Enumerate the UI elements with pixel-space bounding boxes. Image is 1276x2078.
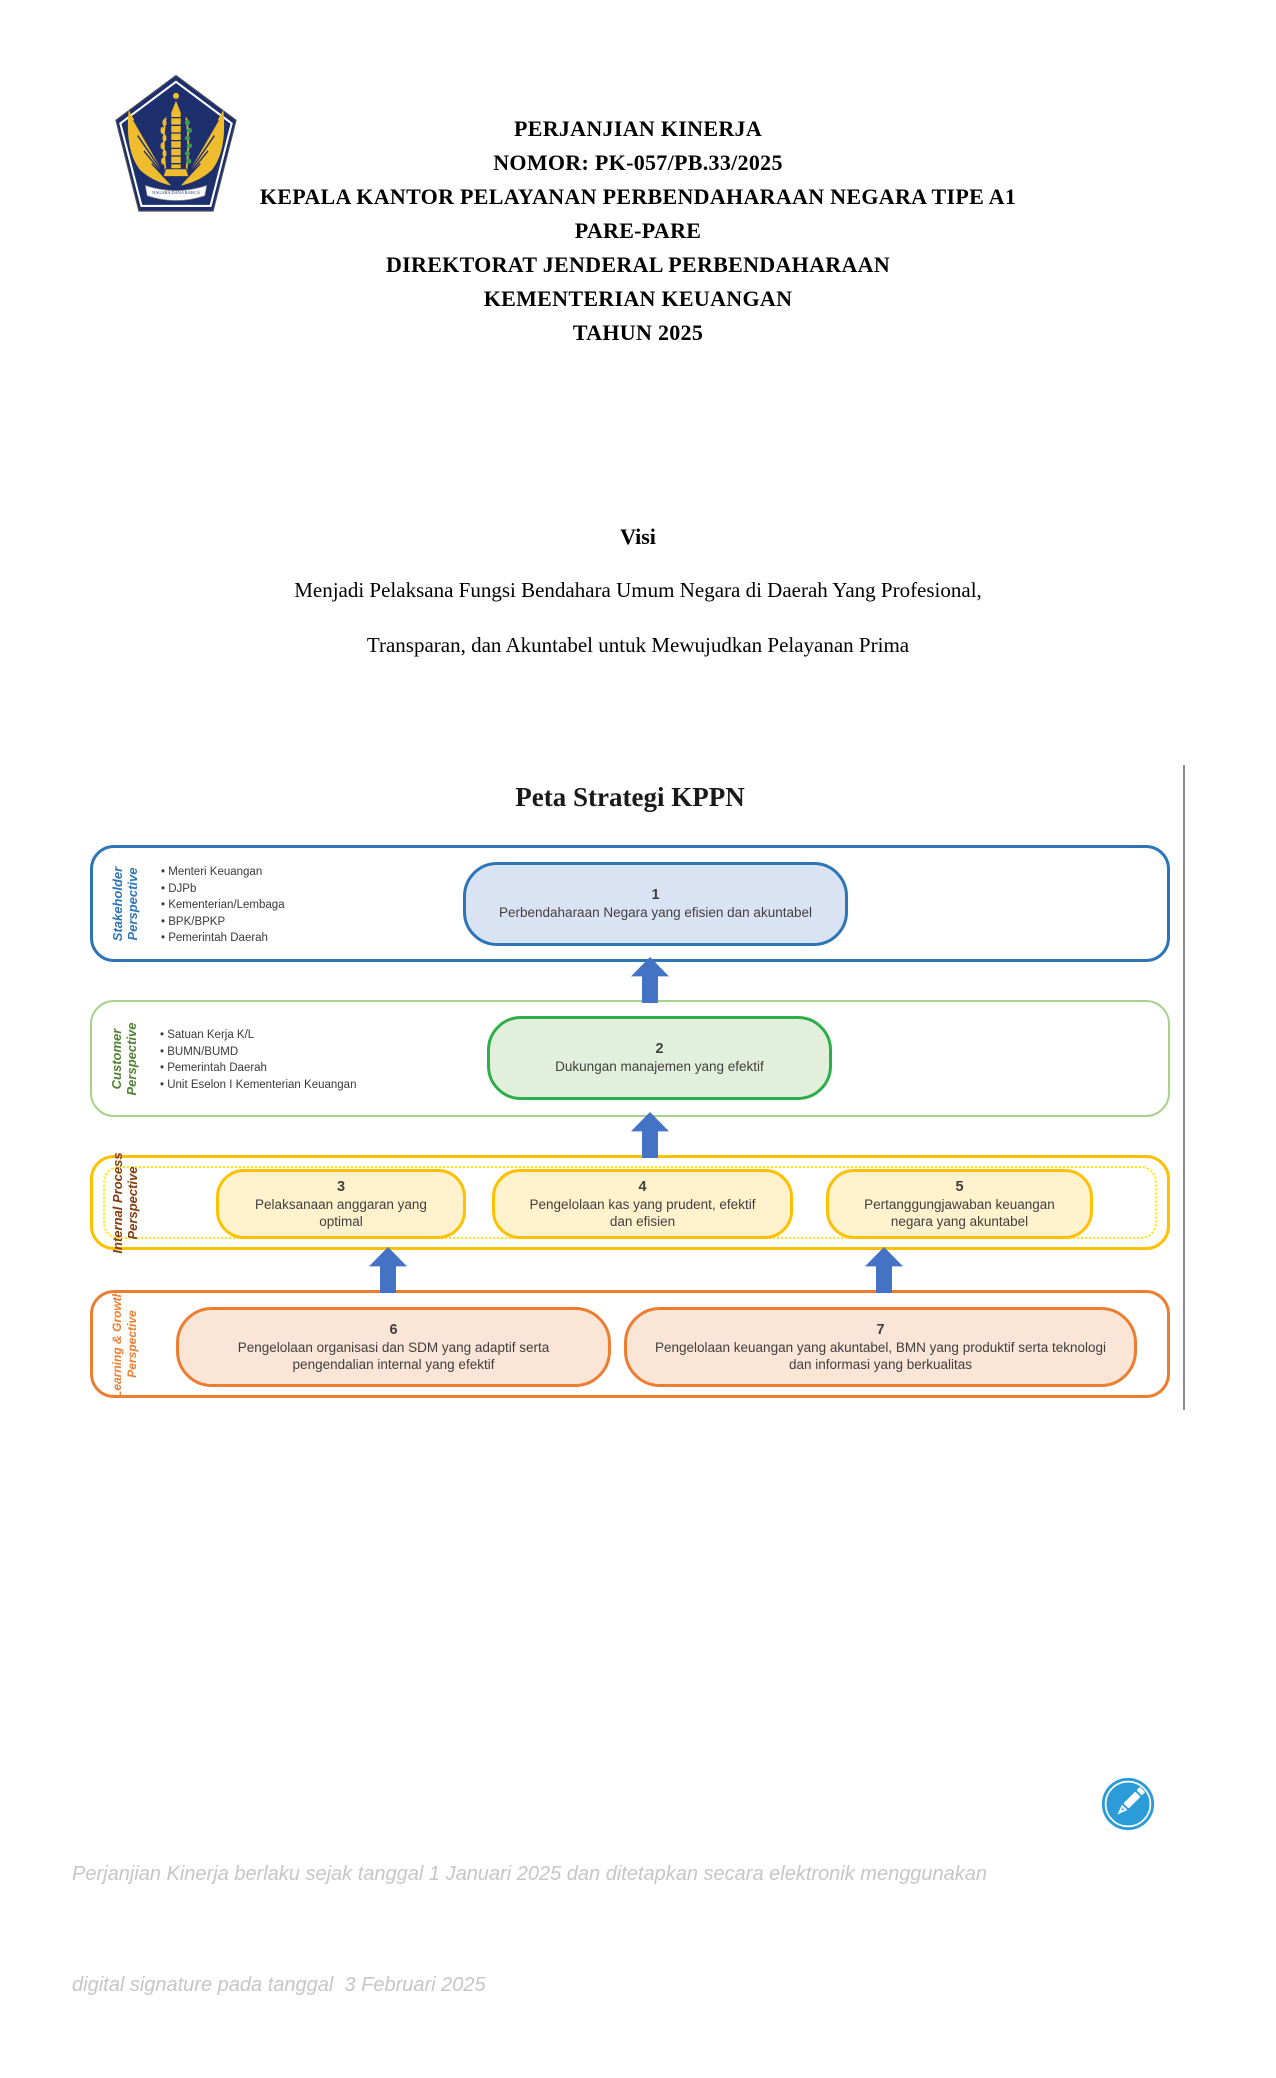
objective-box-1 [463,862,848,946]
digital-signature-icon [1100,1776,1156,1832]
label-line: Perspective [125,1310,139,1378]
objective-box-5 [826,1169,1093,1239]
objective-number: 4 [638,1178,647,1195]
title-line: PERJANJIAN KINERJA [513,116,763,141]
visi-text: Transparan, dan Akuntabel untuk Mewujudkan Pelayanan Prima [366,633,910,657]
list-item: • Menteri Keuangan [161,864,285,881]
objective-box-3 [216,1169,466,1239]
list-item: • BUMN/BUMD [160,1044,356,1061]
list-item: • DJPb [161,881,285,898]
customer-list [160,1027,356,1093]
up-arrow-icon [631,957,669,1003]
label-line: Perspective [125,867,140,940]
visi-heading: Visi [620,524,656,549]
objective-number: 3 [336,1178,346,1195]
objective-text: Pengelolaan organisasi dan SDM yang adaptif serta pengendalian internal yang efektif [237,1339,550,1372]
title-line: PARE-PARE [574,218,702,243]
perspective-row-learning-growth [90,1290,1170,1398]
title-line: TAHUN 2025 [572,320,704,345]
footer-line: digital signature pada tanggal 3 Februari 2025 [72,1974,486,1996]
objective-box-7 [624,1307,1137,1387]
objective-text: Pengelolaan kas yang prudent, efektif dan efisien [529,1196,756,1229]
objective-text: Dukungan manajemen yang efektif [555,1059,764,1075]
objective-number: 7 [876,1321,885,1338]
internal-process-perspective-label [110,1143,140,1263]
list-item: • BPK/BPKP [161,914,285,931]
perspective-row-internal-process [90,1151,1170,1254]
label-line: Perspective [124,1022,139,1095]
objective-number: 6 [389,1321,398,1338]
title-line: NOMOR: PK-057/PB.33/2025 [493,150,783,175]
footer-line: Perjanjian Kinerja berlaku sejak tanggal 1 Januari 2025 dan ditetapkan secara elektronik menggunakan [72,1863,988,1885]
objective-box-6 [176,1307,611,1387]
up-arrow-icon [369,1247,407,1293]
label-line: Stakeholder [110,866,125,941]
customer-perspective-label [109,999,139,1119]
footer-note [72,1782,1082,2078]
objective-number: 5 [955,1178,964,1195]
objective-text: Pertanggungjawaban keuangan negara yang akuntabel [864,1196,1055,1229]
list-item: • Satuan Kerja K/L [160,1027,356,1044]
label-line: Perspective [125,1166,140,1239]
objective-text: Pelaksanaan anggaran yang optimal [255,1196,427,1229]
label-line: Customer [109,1028,124,1089]
strategy-map [75,760,1195,1420]
list-item: • Pemerintah Daerah [160,1060,356,1077]
title-line: KEMENTERIAN KEUANGAN [483,286,793,311]
title-line: DIREKTORAT JENDERAL PERBENDAHARAAN [385,252,891,277]
objective-text: Pengelolaan keuangan yang akuntabel, BMN yang produktif serta teknologi dan informasi yang berkualitas [654,1339,1107,1372]
label-line: Learning & Growth [110,1290,124,1398]
perspective-row-stakeholder [90,845,1170,962]
document-title-block [0,112,1276,350]
objective-number: 2 [655,1041,664,1058]
list-item: • Kementerian/Lembaga [161,897,285,914]
list-item: • Unit Eselon I Kementerian Keuangan [160,1077,356,1094]
strategy-map-title: Peta Strategi KPPN [515,782,745,812]
visi-text: Menjadi Pelaksana Fungsi Bendahara Umum Negara di Daerah Yang Profesional, [294,578,982,602]
title-line: KEPALA KANTOR PELAYANAN PERBENDAHARAAN NEGARA TIPE A1 [259,184,1017,209]
learning-growth-perspective-label [110,1284,140,1404]
list-item: • Pemerintah Daerah [161,930,285,947]
label-line: Internal Process [110,1151,125,1254]
objective-box-4 [492,1169,793,1239]
objective-box-2 [487,1016,832,1100]
stakeholder-perspective-label [110,844,140,964]
perspective-row-customer [90,1000,1170,1117]
stakeholder-list [161,864,285,947]
objective-text: Perbendaharaan Negara yang efisien dan akuntabel [499,905,812,921]
up-arrow-icon [865,1247,903,1293]
logo-banner-text: NAGARA DANA RAKCA [151,190,201,196]
objective-number: 1 [651,887,660,904]
up-arrow-icon [631,1112,669,1158]
diagram-right-border [1183,765,1185,1410]
